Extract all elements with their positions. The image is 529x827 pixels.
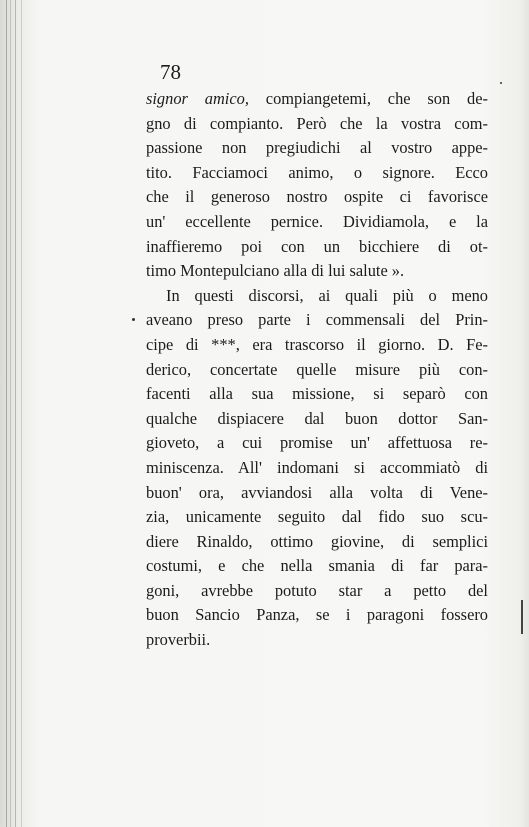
gutter-edge-line xyxy=(21,0,22,827)
text-line: buon' ora, avviandosi alla volta di Vene- xyxy=(146,482,488,502)
text-line: aveano preso parte i commensali del Prin- xyxy=(146,310,488,330)
text-line: derico, concertate quelle misure più con- xyxy=(146,359,488,379)
text-line: qualche dispiacere dal buon dottor San- xyxy=(146,408,488,428)
margin-speck xyxy=(500,82,502,84)
text-line: diere Rinaldo, ottimo giovine, di semplici xyxy=(146,531,488,551)
text-line: miniscenza. All' indomani si accommiatò di xyxy=(146,457,488,477)
text-line: passione non pregiudichi al vostro appe- xyxy=(146,138,488,158)
text-line: inaffieremo poi con un bicchiere di ot- xyxy=(146,236,488,256)
body-text xyxy=(146,87,488,653)
text-line xyxy=(146,87,488,112)
italic-phrase: signor amico, xyxy=(146,89,249,108)
text-fragment: compiangetemi, che son de- xyxy=(248,89,488,108)
gutter-edge-line xyxy=(15,0,16,827)
text-line: costumi, e che nella smania di far para- xyxy=(146,556,488,576)
text-line: gno di compianto. Però che la vostra com- xyxy=(146,113,488,133)
text-line: proverbii. xyxy=(146,630,211,650)
text-line: un' eccellente pernice. Dividiamola, e la xyxy=(146,211,488,231)
text-line: zia, unicamente seguito dal fido suo scu- xyxy=(146,507,488,527)
page-edge-mark xyxy=(521,600,523,634)
text-line: gioveto, a cui promise un' affettuosa re- xyxy=(146,433,488,453)
paragraph-first-line: In questi discorsi, ai quali più o meno xyxy=(166,285,488,305)
text-line: che il generoso nostro ospite ci favorisce xyxy=(146,187,488,207)
text-line: cipe di ***, era trascorso il giorno. D. Fe- xyxy=(146,334,488,354)
gutter-edge-line xyxy=(10,0,11,827)
text-line: timo Montepulciano alla di lui salute ». xyxy=(146,261,405,281)
text-line: goni, avrebbe potuto star a petto del xyxy=(146,580,488,600)
text-line: tito. Facciamoci animo, o signore. Ecco xyxy=(146,162,488,182)
page-number: 78 xyxy=(160,60,181,84)
text-line: facenti alla sua missione, si separò con xyxy=(146,384,488,404)
gutter-edge-line xyxy=(6,0,7,827)
margin-speck xyxy=(132,318,135,321)
text-line: buon Sancio Panza, se i paragoni fossero xyxy=(146,605,488,625)
